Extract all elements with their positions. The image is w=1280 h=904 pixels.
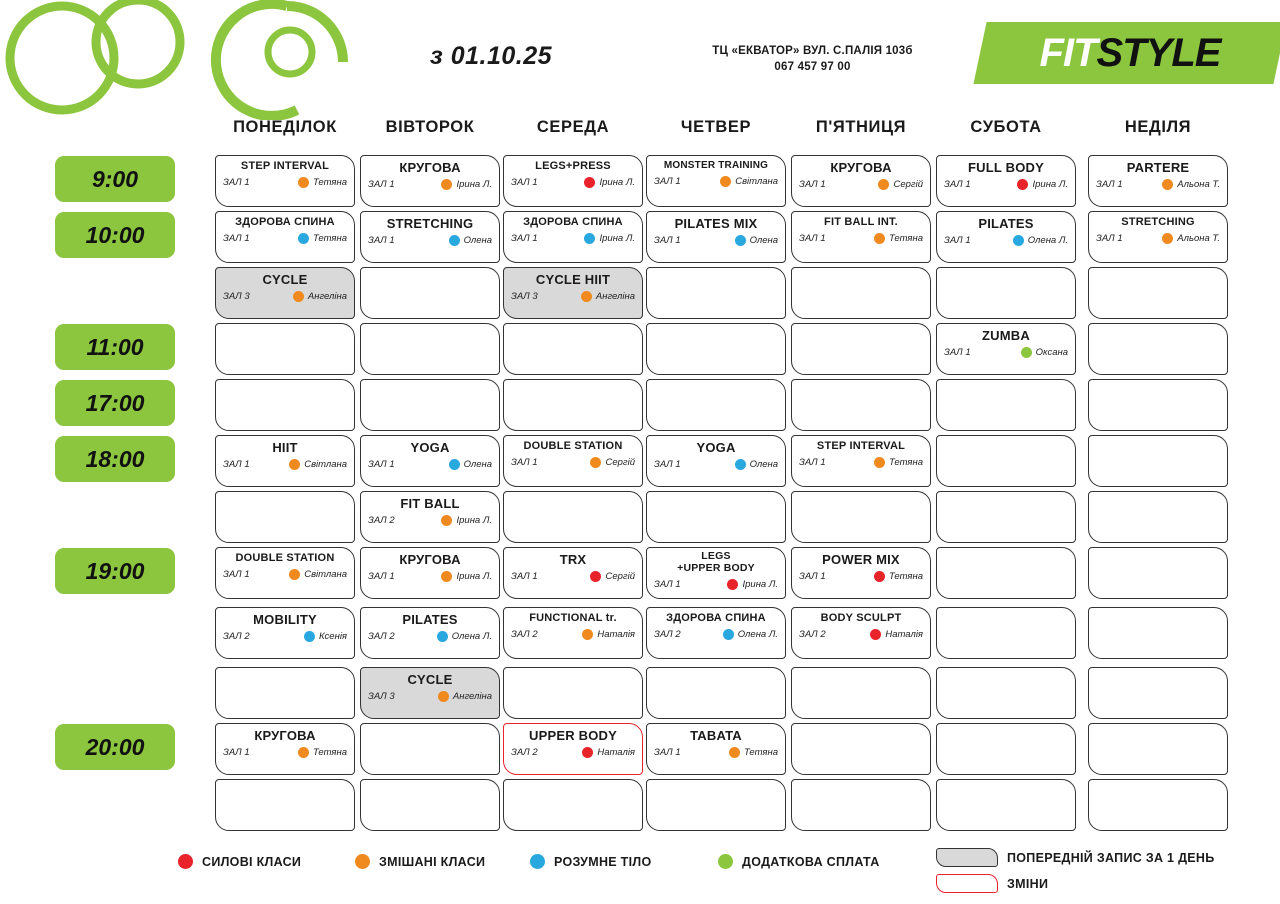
empty-slot [791, 267, 931, 319]
class-hall: ЗАЛ 1 [223, 232, 250, 244]
legend-note-label: ПОПЕРЕДНІЙ ЗАПИС ЗА 1 ДЕНЬ [1007, 850, 1215, 865]
time-label-17-00: 17:00 [55, 380, 175, 426]
empty-slot [791, 723, 931, 775]
legend-item-3 [530, 854, 651, 869]
empty-slot [936, 607, 1076, 659]
class-cell[interactable] [215, 435, 355, 487]
contact-address: ТЦ «ЕКВАТОР» ВУЛ. С.ПАЛІЯ 103б [712, 45, 913, 57]
class-title: LEGS+PRESS [535, 160, 611, 172]
logo-rings [0, 0, 420, 120]
empty-slot [791, 667, 931, 719]
class-hall: ЗАЛ 1 [223, 568, 250, 580]
class-title: HIIT [272, 440, 298, 455]
class-title: FIT BALL [400, 496, 460, 511]
time-label-18-00: 18:00 [55, 436, 175, 482]
class-title: ЗДОРОВА СПИНА [666, 612, 766, 624]
class-cell[interactable] [791, 435, 931, 487]
empty-slot [360, 267, 500, 319]
class-title: FULL BODY [968, 160, 1044, 175]
class-title: MONSTER TRAINING [663, 160, 769, 171]
time-label-10-00: 10:00 [55, 212, 175, 258]
class-title: PARTERE [1126, 160, 1190, 175]
class-hall: ЗАЛ 1 [1096, 232, 1123, 244]
legend-swatch-red [936, 874, 998, 893]
class-trainer: Ангеліна [595, 290, 635, 302]
day-header-4: ЧЕТВЕР [680, 118, 752, 136]
class-cell[interactable] [791, 155, 931, 207]
class-title: FUNCTIONAL tr. [529, 612, 617, 624]
class-title: YOGA [410, 440, 450, 455]
class-cell[interactable] [503, 723, 643, 775]
empty-slot [215, 779, 355, 831]
brand-style-text: STYLE [1096, 30, 1221, 75]
class-category-dot-icon [584, 233, 595, 244]
class-trainer: Оксана [1035, 346, 1068, 358]
empty-slot [646, 491, 786, 543]
class-title: КРУГОВА [399, 160, 461, 175]
class-trainer: Ірина Л. [599, 176, 635, 188]
empty-slot [215, 667, 355, 719]
class-hall: ЗАЛ 2 [654, 628, 681, 640]
class-category-dot-icon [289, 569, 300, 580]
legend-label: ЗМІШАНІ КЛАСИ [379, 854, 486, 869]
class-hall: ЗАЛ 1 [368, 458, 395, 470]
class-cell[interactable] [791, 211, 931, 263]
class-trainer: Тетяна [312, 746, 347, 758]
class-hall: ЗАЛ 1 [368, 178, 395, 190]
class-title: UPPER BODY [529, 728, 617, 743]
class-cell[interactable] [215, 723, 355, 775]
class-cell[interactable] [360, 435, 500, 487]
class-cell[interactable] [215, 267, 355, 319]
class-cell[interactable] [215, 607, 355, 659]
empty-slot [646, 267, 786, 319]
class-hall: ЗАЛ 2 [511, 628, 538, 640]
empty-slot [1088, 435, 1228, 487]
class-title: STEP INTERVAL [240, 160, 330, 172]
empty-slot [503, 323, 643, 375]
class-category-dot-icon [735, 235, 746, 246]
class-trainer: Світлана [304, 568, 347, 580]
class-hall: ЗАЛ 1 [511, 456, 538, 468]
empty-slot [936, 379, 1076, 431]
class-category-dot-icon [441, 571, 452, 582]
empty-slot [503, 379, 643, 431]
empty-slot [1088, 379, 1228, 431]
class-hall: ЗАЛ 2 [511, 746, 538, 758]
class-category-dot-icon [582, 747, 593, 758]
class-category-dot-icon [1017, 179, 1028, 190]
class-title: LEGS +UPPER BODY [677, 550, 755, 574]
class-cell[interactable] [503, 211, 643, 263]
class-category-dot-icon [878, 179, 889, 190]
time-label-20-00: 20:00 [55, 724, 175, 770]
class-hall: ЗАЛ 1 [654, 578, 681, 590]
class-cell[interactable] [503, 267, 643, 319]
class-trainer: Ангеліна [452, 690, 492, 702]
class-cell[interactable] [646, 155, 786, 207]
class-trainer: Світлана [735, 175, 778, 187]
class-hall: ЗАЛ 1 [223, 176, 250, 188]
class-trainer: Тетяна [888, 456, 923, 468]
empty-slot [215, 323, 355, 375]
class-trainer: Сергій [605, 570, 635, 582]
class-hall: ЗАЛ 1 [799, 232, 826, 244]
class-hall: ЗАЛ 2 [368, 514, 395, 526]
legend-dot-icon [718, 854, 733, 869]
class-title: PILATES MIX [674, 216, 758, 231]
empty-slot [1088, 491, 1228, 543]
class-title: КРУГОВА [399, 552, 461, 567]
empty-slot [936, 267, 1076, 319]
class-cell[interactable] [646, 607, 786, 659]
class-category-dot-icon [590, 457, 601, 468]
class-title: STRETCHING [386, 216, 474, 231]
class-cell[interactable] [503, 435, 643, 487]
class-hall: ЗАЛ 1 [368, 234, 395, 246]
class-trainer: Олена [463, 234, 492, 246]
time-label-19-00: 19:00 [55, 548, 175, 594]
empty-slot [503, 491, 643, 543]
legend-note-label: ЗМІНИ [1007, 876, 1049, 891]
class-category-dot-icon [298, 747, 309, 758]
class-cell[interactable] [360, 155, 500, 207]
legend [0, 848, 1280, 904]
class-title: ЗДОРОВА СПИНА [523, 216, 623, 228]
class-cell[interactable] [791, 607, 931, 659]
class-cell[interactable] [360, 491, 500, 543]
class-title: STEP INTERVAL [816, 440, 906, 452]
class-trainer: Олена Л. [451, 630, 492, 642]
time-label-9-00: 9:00 [55, 156, 175, 202]
empty-slot [791, 323, 931, 375]
schedule-date-title: з 01.10.25 [430, 42, 553, 70]
class-trainer: Ірина Л. [1032, 178, 1068, 190]
empty-slot [646, 323, 786, 375]
class-hall: ЗАЛ 1 [511, 232, 538, 244]
class-trainer: Ірина Л. [599, 232, 635, 244]
class-hall: ЗАЛ 1 [944, 178, 971, 190]
legend-item-1 [178, 854, 301, 869]
class-title: CYCLE HIIT [535, 272, 611, 287]
empty-slot [646, 779, 786, 831]
class-title: FIT BALL INT. [824, 216, 898, 228]
empty-slot [791, 491, 931, 543]
empty-slot [360, 379, 500, 431]
empty-slot [791, 779, 931, 831]
class-category-dot-icon [870, 629, 881, 640]
class-title: YOGA [696, 440, 736, 455]
legend-label: СИЛОВІ КЛАСИ [202, 854, 302, 869]
empty-slot [1088, 779, 1228, 831]
class-hall: ЗАЛ 2 [799, 628, 826, 640]
class-trainer: Тетяна [888, 232, 923, 244]
class-category-dot-icon [584, 177, 595, 188]
empty-slot [360, 723, 500, 775]
class-category-dot-icon [449, 459, 460, 470]
class-cell[interactable] [503, 155, 643, 207]
class-category-dot-icon [438, 691, 449, 702]
class-trainer: Альона Т. [1177, 178, 1220, 190]
class-category-dot-icon [437, 631, 448, 642]
class-trainer: Сергій [893, 178, 923, 190]
class-category-dot-icon [874, 571, 885, 582]
day-header-1: ПОНЕДІЛОК [233, 118, 337, 136]
empty-slot [360, 779, 500, 831]
class-trainer: Олена [749, 234, 778, 246]
class-category-dot-icon [293, 291, 304, 302]
class-hall: ЗАЛ 3 [511, 290, 538, 302]
class-category-dot-icon [1013, 235, 1024, 246]
day-header-6: СУБОТА [970, 118, 1042, 136]
class-trainer: Наталія [597, 628, 635, 640]
class-cell[interactable] [646, 723, 786, 775]
empty-slot [503, 779, 643, 831]
legend-note-1 [936, 848, 1215, 867]
class-hall: ЗАЛ 1 [654, 458, 681, 470]
time-label-11-00: 11:00 [55, 324, 175, 370]
class-cell[interactable] [646, 435, 786, 487]
class-category-dot-icon [441, 179, 452, 190]
empty-slot [936, 779, 1076, 831]
class-hall: ЗАЛ 1 [944, 346, 971, 358]
class-trainer: Ірина Л. [742, 578, 778, 590]
class-title: КРУГОВА [254, 728, 316, 743]
class-trainer: Олена Л. [1027, 234, 1068, 246]
legend-item-4 [718, 854, 880, 869]
class-title: POWER MIX [822, 552, 900, 567]
class-trainer: Ірина Л. [456, 514, 492, 526]
class-title: STRETCHING [1121, 216, 1195, 228]
empty-slot [215, 491, 355, 543]
class-cell[interactable] [503, 547, 643, 599]
class-category-dot-icon [723, 629, 734, 640]
empty-slot [646, 667, 786, 719]
legend-dot-icon [530, 854, 545, 869]
class-hall: ЗАЛ 1 [511, 570, 538, 582]
class-cell[interactable] [360, 667, 500, 719]
class-cell[interactable] [215, 211, 355, 263]
class-hall: ЗАЛ 3 [223, 290, 250, 302]
class-title: ZUMBA [982, 328, 1030, 343]
class-cell[interactable] [646, 547, 786, 599]
empty-slot [936, 491, 1076, 543]
class-title: TRX [559, 552, 587, 567]
class-category-dot-icon [720, 176, 731, 187]
empty-slot [1088, 267, 1228, 319]
class-category-dot-icon [729, 747, 740, 758]
class-category-dot-icon [727, 579, 738, 590]
class-hall: ЗАЛ 1 [944, 234, 971, 246]
class-cell[interactable] [215, 155, 355, 207]
class-hall: ЗАЛ 2 [223, 630, 250, 642]
class-hall: ЗАЛ 1 [654, 234, 681, 246]
legend-swatch-grey [936, 848, 998, 867]
class-category-dot-icon [582, 629, 593, 640]
class-trainer: Альона Т. [1177, 232, 1220, 244]
empty-slot [1088, 547, 1228, 599]
legend-dot-icon [355, 854, 370, 869]
class-hall: ЗАЛ 1 [654, 175, 681, 187]
empty-slot [936, 723, 1076, 775]
class-trainer: Ксенія [318, 630, 347, 642]
class-title: MOBILITY [253, 612, 317, 627]
class-category-dot-icon [298, 177, 309, 188]
contact-info [700, 44, 925, 75]
class-title: BODY SCULPT [820, 612, 902, 624]
class-hall: ЗАЛ 1 [799, 570, 826, 582]
class-cell[interactable] [1088, 211, 1228, 263]
class-title: DOUBLE STATION [523, 440, 623, 452]
class-hall: ЗАЛ 1 [368, 570, 395, 582]
class-title: DOUBLE STATION [235, 552, 335, 564]
class-category-dot-icon [1021, 347, 1032, 358]
class-trainer: Тетяна [312, 176, 347, 188]
class-cell[interactable] [360, 607, 500, 659]
empty-slot [936, 547, 1076, 599]
class-trainer: Тетяна [743, 746, 778, 758]
legend-item-2 [355, 854, 485, 869]
class-category-dot-icon [289, 459, 300, 470]
legend-label: ДОДАТКОВА СПЛАТА [742, 854, 880, 869]
empty-slot [360, 323, 500, 375]
class-category-dot-icon [874, 233, 885, 244]
legend-note-2 [936, 874, 1048, 893]
empty-slot [936, 435, 1076, 487]
class-trainer: Ірина Л. [456, 178, 492, 190]
empty-slot [1088, 667, 1228, 719]
empty-slot [215, 379, 355, 431]
class-cell[interactable] [360, 547, 500, 599]
day-header-5: П'ЯТНИЦЯ [815, 118, 907, 136]
class-trainer: Наталія [885, 628, 923, 640]
class-trainer: Олена Л. [737, 628, 778, 640]
class-cell[interactable] [1088, 155, 1228, 207]
class-title: PILATES [402, 612, 458, 627]
class-hall: ЗАЛ 3 [368, 690, 395, 702]
class-category-dot-icon [1162, 233, 1173, 244]
class-hall: ЗАЛ 1 [223, 458, 250, 470]
class-category-dot-icon [449, 235, 460, 246]
class-category-dot-icon [298, 233, 309, 244]
class-hall: ЗАЛ 1 [799, 456, 826, 468]
class-cell[interactable] [215, 547, 355, 599]
class-cell[interactable] [936, 211, 1076, 263]
class-hall: ЗАЛ 1 [654, 746, 681, 758]
empty-slot [1088, 323, 1228, 375]
class-category-dot-icon [304, 631, 315, 642]
empty-slot [503, 667, 643, 719]
class-category-dot-icon [581, 291, 592, 302]
empty-slot [1088, 607, 1228, 659]
class-title: TABATA [690, 728, 742, 743]
contact-phone: 067 457 97 00 [774, 60, 851, 73]
class-trainer: Ангеліна [307, 290, 347, 302]
empty-slot [1088, 723, 1228, 775]
class-trainer: Світлана [304, 458, 347, 470]
class-category-dot-icon [735, 459, 746, 470]
class-cell[interactable] [936, 323, 1076, 375]
class-cell[interactable] [936, 155, 1076, 207]
class-trainer: Сергій [605, 456, 635, 468]
empty-slot [791, 379, 931, 431]
class-title: CYCLE [407, 672, 453, 687]
day-header-7: НЕДІЛЯ [1124, 118, 1192, 136]
brand-fit-text: FIT [1039, 30, 1097, 75]
day-header-2: ВІВТОРОК [385, 118, 475, 136]
class-trainer: Олена [463, 458, 492, 470]
legend-dot-icon [178, 854, 193, 869]
empty-slot [646, 379, 786, 431]
class-trainer: Тетяна [312, 232, 347, 244]
class-hall: ЗАЛ 1 [223, 746, 250, 758]
class-trainer: Тетяна [888, 570, 923, 582]
class-title: ЗДОРОВА СПИНА [235, 216, 335, 228]
class-title: PILATES [978, 216, 1034, 231]
class-trainer: Олена [749, 458, 778, 470]
class-hall: ЗАЛ 1 [1096, 178, 1123, 190]
day-header-3: СЕРЕДА [536, 118, 610, 136]
class-category-dot-icon [590, 571, 601, 582]
class-trainer: Ірина Л. [456, 570, 492, 582]
legend-label: РОЗУМНЕ ТІЛО [554, 854, 652, 869]
empty-slot [936, 667, 1076, 719]
brand-logo [973, 22, 1280, 84]
class-cell[interactable] [646, 211, 786, 263]
class-cell[interactable] [503, 607, 643, 659]
class-cell[interactable] [360, 211, 500, 263]
class-category-dot-icon [1162, 179, 1173, 190]
class-cell[interactable] [791, 547, 931, 599]
class-hall: ЗАЛ 1 [511, 176, 538, 188]
class-hall: ЗАЛ 1 [799, 178, 826, 190]
class-title: CYCLE [262, 272, 308, 287]
class-hall: ЗАЛ 2 [368, 630, 395, 642]
class-category-dot-icon [874, 457, 885, 468]
class-category-dot-icon [441, 515, 452, 526]
class-trainer: Наталія [597, 746, 635, 758]
class-title: КРУГОВА [830, 160, 892, 175]
